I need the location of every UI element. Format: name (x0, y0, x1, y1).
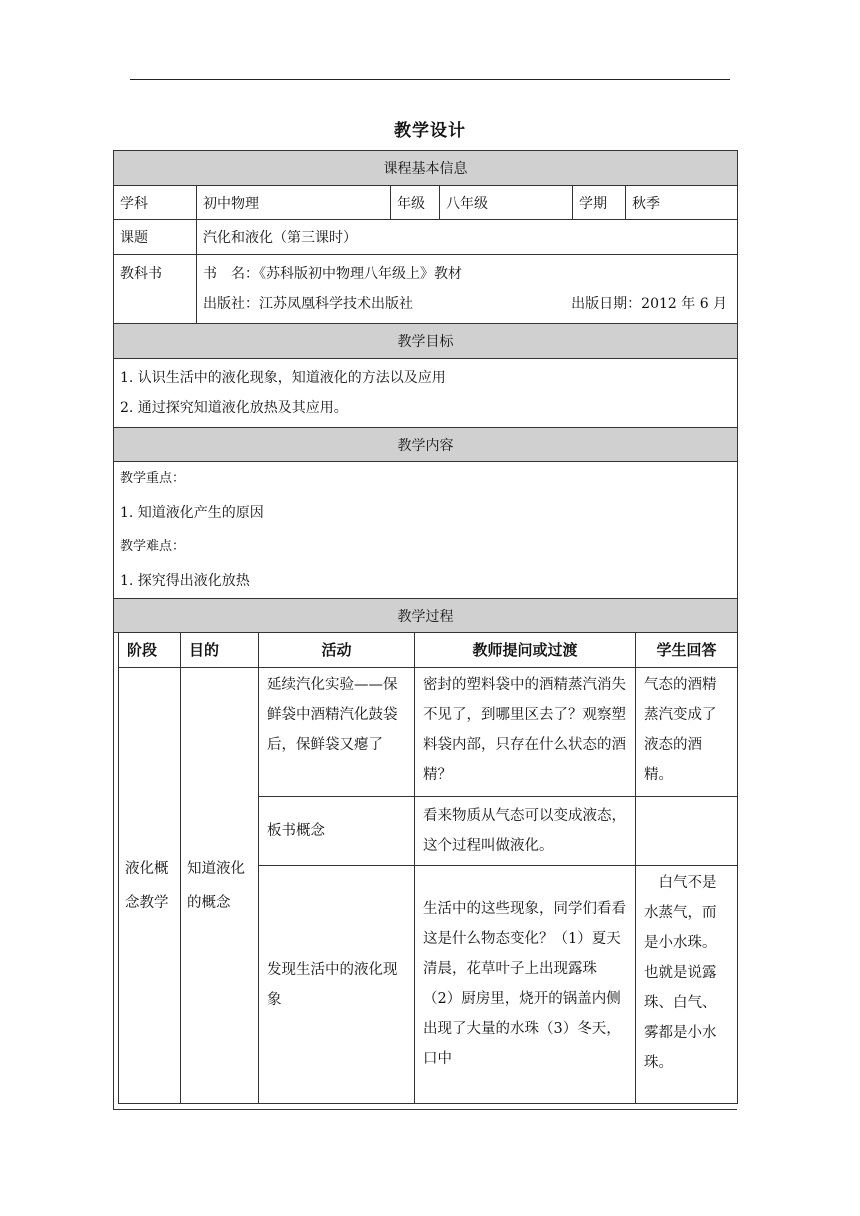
col-header-student: 学生回答 (636, 633, 738, 668)
outer-border-left (113, 632, 114, 1110)
section-header-process: 教学过程 (114, 599, 738, 633)
document-title: 教学设计 (394, 121, 466, 141)
subject-label: 学科 (114, 186, 197, 220)
textbook-info (197, 255, 738, 324)
content-body (114, 462, 738, 599)
process-table (118, 632, 738, 1104)
outer-border-bottom (113, 1109, 737, 1110)
difficult-point-item: 1. 探究得出液化放热 (120, 573, 250, 589)
book-name: 书 名：《苏科版初中物理八年级上》教材 (203, 266, 462, 282)
col-header-activity: 活动 (259, 633, 415, 668)
header-rule (130, 79, 730, 80)
section-header-content: 教学内容 (114, 428, 738, 462)
teacher-cell: 密封的塑料袋中的酒精蒸汽消失不见了，到哪里区去了？观察塑料袋内部，只存在什么状态的酒精？ (415, 668, 636, 797)
purpose-cell: 知道液化的概念 (181, 668, 259, 1104)
col-header-teacher: 教师提问或过渡 (415, 633, 636, 668)
student-cell (636, 797, 738, 866)
term-label: 学期 (573, 186, 626, 220)
objective-item: 2. 通过探究知道液化放热及其应用。 (120, 400, 348, 416)
col-header-purpose: 目的 (181, 633, 259, 668)
section-header-basic-info: 课程基本信息 (114, 151, 738, 186)
publisher: 出版社：江苏凤凰科学技术出版社 (203, 296, 413, 312)
grade-value: 八年级 (440, 186, 573, 220)
teacher-cell: 看来物质从气态可以变成液态，这个过程叫做液化。 (415, 797, 636, 866)
objectives-list (114, 359, 738, 428)
topic-value: 汽化和液化（第三课时） (197, 220, 738, 255)
key-point-label: 教学重点： (120, 471, 186, 486)
objective-item: 1. 认识生活中的液化现象，知道液化的方法以及应用 (120, 370, 446, 386)
stage-cell: 液化概念教学 (119, 668, 181, 1104)
activity-cell: 延续汽化实验——保鲜袋中酒精汽化鼓袋后，保鲜袋又瘪了 (259, 668, 415, 797)
activity-cell: 板书概念 (259, 797, 415, 866)
textbook-label: 教科书 (114, 255, 197, 324)
teacher-cell: 生活中的这些现象，同学们看看这是什么物态变化？（1）夏天清晨，花草叶子上出现露珠（2）厨房里，烧开的锅盖内侧出现了大量的水珠（3）冬天，口中 (415, 866, 636, 1104)
publisher-line (203, 289, 731, 319)
grade-label: 年级 (391, 186, 440, 220)
activity-cell: 发现生活中的液化现象 (259, 866, 415, 1104)
course-info-table (113, 150, 738, 633)
student-cell: 气态的酒精蒸汽变成了液态的酒精。 (636, 668, 738, 797)
student-cell: 白气不是水蒸气，而是小水珠。也就是说露珠、白气、雾都是小水珠。 (636, 866, 738, 1104)
difficult-point-label: 教学难点： (120, 539, 186, 554)
publish-date: 出版日期：2012 年 6 月 (571, 296, 728, 312)
col-header-stage: 阶段 (119, 633, 181, 668)
key-point-item: 1. 知道液化产生的原因 (120, 505, 264, 521)
topic-label: 课题 (114, 220, 197, 255)
section-header-objectives: 教学目标 (114, 324, 738, 359)
term-value: 秋季 (626, 186, 738, 220)
subject-value: 初中物理 (197, 186, 391, 220)
